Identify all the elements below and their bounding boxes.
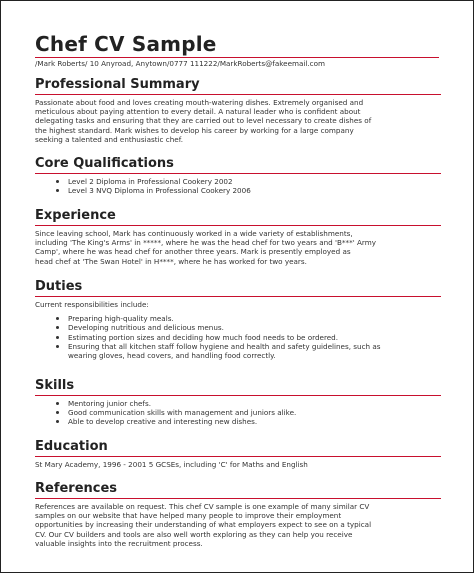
skills-list: [35, 399, 441, 427]
qualifications-list: [35, 177, 441, 195]
section-divider: [35, 456, 441, 457]
section-heading: Professional Summary: [35, 77, 200, 92]
bullet-icon: [56, 411, 59, 414]
list-item: Mentoring junior chefs.: [35, 399, 441, 408]
section-heading: Duties: [35, 279, 83, 294]
experience-text: [35, 229, 441, 266]
section-professional-summary: [35, 77, 441, 144]
bullet-icon: [56, 189, 59, 192]
text-line: Passionate about food and loves creating mouth-watering dishes. Extremely organised and: [35, 98, 364, 107]
list-item: Estimating portion sizes and deciding how much food needs to be ordered.: [35, 333, 441, 342]
bullet-icon: [56, 345, 59, 348]
section-skills: [35, 378, 441, 427]
section-divider: [35, 296, 441, 297]
bullet-icon: [56, 402, 59, 405]
duties-list: [35, 314, 441, 360]
bullet-icon: [56, 180, 59, 183]
section-divider: [35, 395, 441, 396]
section-duties: [35, 279, 441, 360]
section-divider: [35, 94, 441, 95]
bullet-icon: [56, 326, 59, 329]
list-item: Good communication skills with management and juniors alike.: [35, 408, 441, 417]
section-core-qualifications: [35, 156, 441, 195]
section-education: [35, 439, 441, 469]
text-line: Since leaving school, Mark has continuously worked in a wide variety of establishments,: [35, 229, 353, 238]
education-text: St Mary Academy, 1996 - 2001 5 GCSEs, including 'C' for Maths and English: [35, 460, 308, 469]
text-line: meticulous about paying attention to every detail. A natural leader who is confident about: [35, 107, 361, 117]
text-line: CV. Our CV builders and tools are also well worth exploring as they can help you receive: [35, 529, 353, 539]
list-item: Ensuring that all kitchen staff follow hygiene and health and safety guidelines, such as wearing gloves, head covers, and handling food correctly.: [35, 342, 441, 360]
bullet-icon: [56, 336, 59, 339]
text-line: including 'The King's Arms' in *****, where he was the head chef for two years and 'B***' Army: [35, 238, 376, 248]
section-heading: References: [35, 481, 118, 496]
summary-text: [35, 98, 441, 144]
section-divider: [35, 225, 441, 226]
bullet-icon: [56, 420, 59, 423]
text-line: seeking a talented and enthusiastic chef.: [35, 134, 183, 144]
section-divider: [35, 173, 441, 174]
section-divider: [35, 498, 441, 499]
text-line: samples on our website that have helped many people to improve their employment: [35, 511, 342, 521]
section-heading: Skills: [35, 378, 75, 393]
duties-intro: Current responsibilities include:: [35, 300, 149, 309]
text-line: References are available on request. This chef CV sample is one example of many similar CV: [35, 502, 370, 511]
list-item: Able to develop creative and interesting new dishes.: [35, 417, 441, 426]
section-references: [35, 481, 441, 548]
text-line: opportunities by increasing their understanding of what employers expect to see on a typical: [35, 520, 372, 530]
bullet-icon: [56, 317, 59, 320]
text-line: Camp', where he was head chef for another three years. Mark is presently employed as: [35, 247, 351, 257]
list-item: Level 3 NVQ Diploma in Professional Cookery 2006: [35, 186, 441, 195]
section-heading: Experience: [35, 208, 116, 223]
contact-line: /Mark Roberts/ 10 Anyroad, Anytown/0777 111222/MarkRoberts@fakeemail.com: [35, 59, 326, 68]
text-line: the highest standard. Mark wishes to develop his career by working for a large company: [35, 125, 354, 135]
title-divider: [35, 57, 439, 58]
list-item: Preparing high-quality meals.: [35, 314, 441, 323]
text-line: valuable insights into the recruitment process.: [35, 538, 203, 548]
section-heading: Education: [35, 439, 108, 454]
page-title: Chef CV Sample: [35, 32, 217, 56]
list-item: Developing nutritious and delicious menus.: [35, 323, 441, 332]
section-heading: Core Qualifications: [35, 156, 174, 171]
list-item: Level 2 Diploma in Professional Cookery 2002: [35, 177, 441, 186]
section-experience: [35, 208, 441, 266]
references-text: [35, 502, 441, 548]
text-line: delegating tasks and ensuring that they are carried out to level necessary to create dishes of: [35, 116, 372, 126]
text-line: head chef at 'The Swan Hotel' in H****, where he has worked for two years.: [35, 256, 307, 266]
